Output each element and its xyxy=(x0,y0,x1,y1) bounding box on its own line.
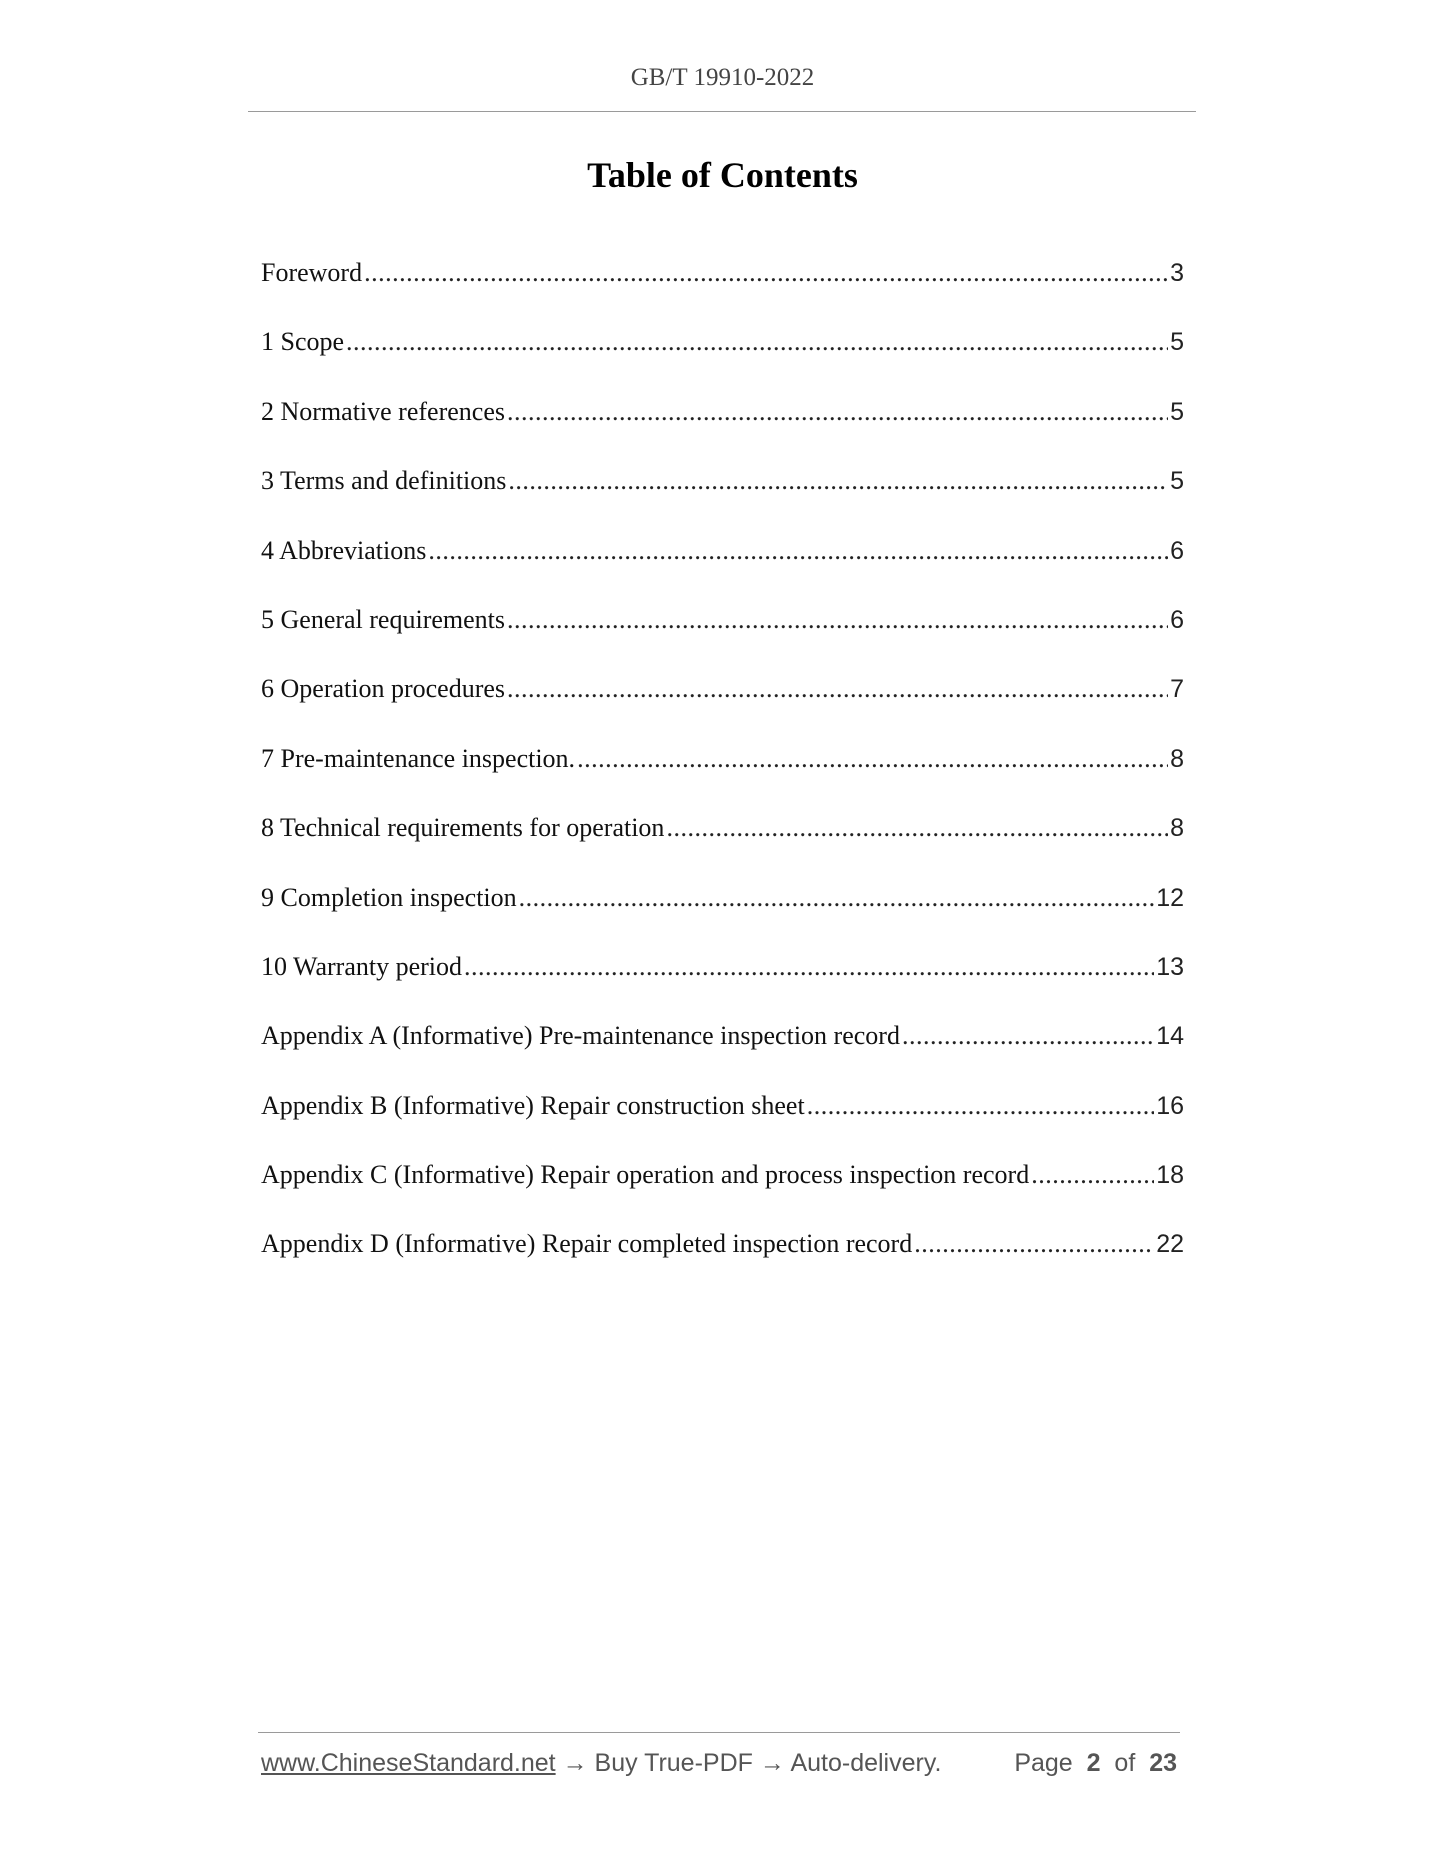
toc-entry-label: Appendix D (Informative) Repair completed inspection record xyxy=(261,1229,913,1259)
toc-entry-general-requirements[interactable] xyxy=(261,605,1184,674)
toc-entry-label: 4 Abbreviations xyxy=(261,535,427,565)
current-page-number: 2 xyxy=(1086,1749,1101,1777)
buy-true-pdf-text: Buy True-PDF xyxy=(594,1749,753,1777)
toc-entry-page: 8 xyxy=(1170,744,1184,773)
toc-entry-label: Appendix B (Informative) Repair construction sheet xyxy=(261,1090,805,1120)
toc-entry-page: 6 xyxy=(1170,605,1184,634)
toc-dot-leader xyxy=(807,1091,1155,1121)
toc-dot-leader xyxy=(508,466,1168,496)
toc-entry-page: 8 xyxy=(1170,814,1184,843)
toc-entry-page: 5 xyxy=(1170,328,1184,357)
toc-dot-leader xyxy=(346,327,1168,357)
toc-entry-technical-requirements[interactable] xyxy=(261,813,1184,882)
toc-entry-page: 5 xyxy=(1170,397,1184,426)
toc-entry-label: 10 Warranty period xyxy=(261,951,463,981)
toc-entry-label: 1 Scope xyxy=(261,327,345,357)
toc-entry-appendix-a[interactable] xyxy=(261,1021,1184,1090)
of-label: of xyxy=(1114,1749,1136,1777)
toc-entry-foreword[interactable] xyxy=(261,258,1184,327)
toc-entry-abbreviations[interactable] xyxy=(261,536,1184,605)
toc-entry-appendix-b[interactable] xyxy=(261,1091,1184,1160)
toc-entry-label: 7 Pre-maintenance inspection. xyxy=(261,743,576,773)
toc-dot-leader xyxy=(507,397,1168,427)
auto-delivery-text: Auto-delivery. xyxy=(790,1749,942,1777)
toc-dot-leader xyxy=(519,883,1155,913)
toc-entry-page: 22 xyxy=(1156,1230,1184,1259)
footer-divider xyxy=(258,1732,1180,1733)
toc-entry-page: 16 xyxy=(1156,1091,1184,1120)
toc-dot-leader xyxy=(428,536,1168,566)
toc-entry-scope[interactable] xyxy=(261,327,1184,396)
toc-dot-leader xyxy=(507,605,1168,635)
website-link[interactable]: www.ChineseStandard.net xyxy=(261,1749,556,1777)
toc-dot-leader xyxy=(666,813,1168,843)
toc-entry-normative-references[interactable] xyxy=(261,397,1184,466)
total-page-count: 23 xyxy=(1149,1749,1177,1777)
toc-entry-page: 3 xyxy=(1170,259,1184,287)
toc-dot-leader xyxy=(464,952,1154,982)
toc-entry-page: 5 xyxy=(1170,467,1184,496)
toc-list xyxy=(261,258,1184,1299)
toc-entry-label: 9 Completion inspection xyxy=(261,882,517,912)
arrow-right-icon: → xyxy=(562,1749,588,1777)
toc-dot-leader xyxy=(577,744,1168,774)
toc-entry-page: 13 xyxy=(1156,952,1184,981)
toc-entry-page: 6 xyxy=(1170,536,1184,565)
arrow-right-icon: → xyxy=(759,1749,785,1777)
toc-dot-leader xyxy=(507,674,1168,704)
page-label: Page xyxy=(1014,1749,1073,1777)
toc-entry-label: 8 Technical requirements for operation xyxy=(261,813,665,843)
toc-entry-label: 2 Normative references xyxy=(261,396,505,426)
toc-entry-page: 7 xyxy=(1170,675,1184,704)
toc-entry-terms-and-definitions[interactable] xyxy=(261,466,1184,535)
page-title: Table of Contents xyxy=(587,155,858,195)
toc-entry-label: Appendix C (Informative) Repair operation and process inspection record xyxy=(261,1160,1030,1190)
toc-dot-leader xyxy=(1031,1160,1154,1190)
toc-entry-page: 18 xyxy=(1156,1161,1184,1190)
toc-entry-page: 12 xyxy=(1156,883,1184,912)
toc-dot-leader xyxy=(364,258,1168,288)
toc-entry-warranty-period[interactable] xyxy=(261,952,1184,1021)
toc-entry-appendix-d[interactable] xyxy=(261,1229,1184,1298)
toc-entry-label: 5 General requirements xyxy=(261,604,506,634)
toc-entry-label: Foreword xyxy=(261,258,363,287)
toc-entry-appendix-c[interactable] xyxy=(261,1160,1184,1229)
toc-dot-leader xyxy=(902,1021,1154,1051)
toc-entry-completion-inspection[interactable] xyxy=(261,883,1184,952)
toc-entry-page: 14 xyxy=(1156,1022,1184,1051)
toc-entry-label: Appendix A (Informative) Pre-maintenance inspection record xyxy=(261,1021,900,1051)
toc-dot-leader xyxy=(914,1229,1154,1259)
toc-entry-operation-procedures[interactable] xyxy=(261,674,1184,743)
page-footer xyxy=(261,1749,1177,1783)
document-header-code: GB/T 19910-2022 xyxy=(630,64,815,91)
header-divider xyxy=(248,111,1196,112)
toc-entry-label: 6 Operation procedures xyxy=(261,674,506,704)
toc-entry-label: 3 Terms and definitions xyxy=(261,466,507,496)
toc-entry-pre-maintenance-inspection[interactable] xyxy=(261,744,1184,813)
page-number-indicator xyxy=(1014,1749,1177,1778)
footer-promo xyxy=(261,1749,941,1778)
